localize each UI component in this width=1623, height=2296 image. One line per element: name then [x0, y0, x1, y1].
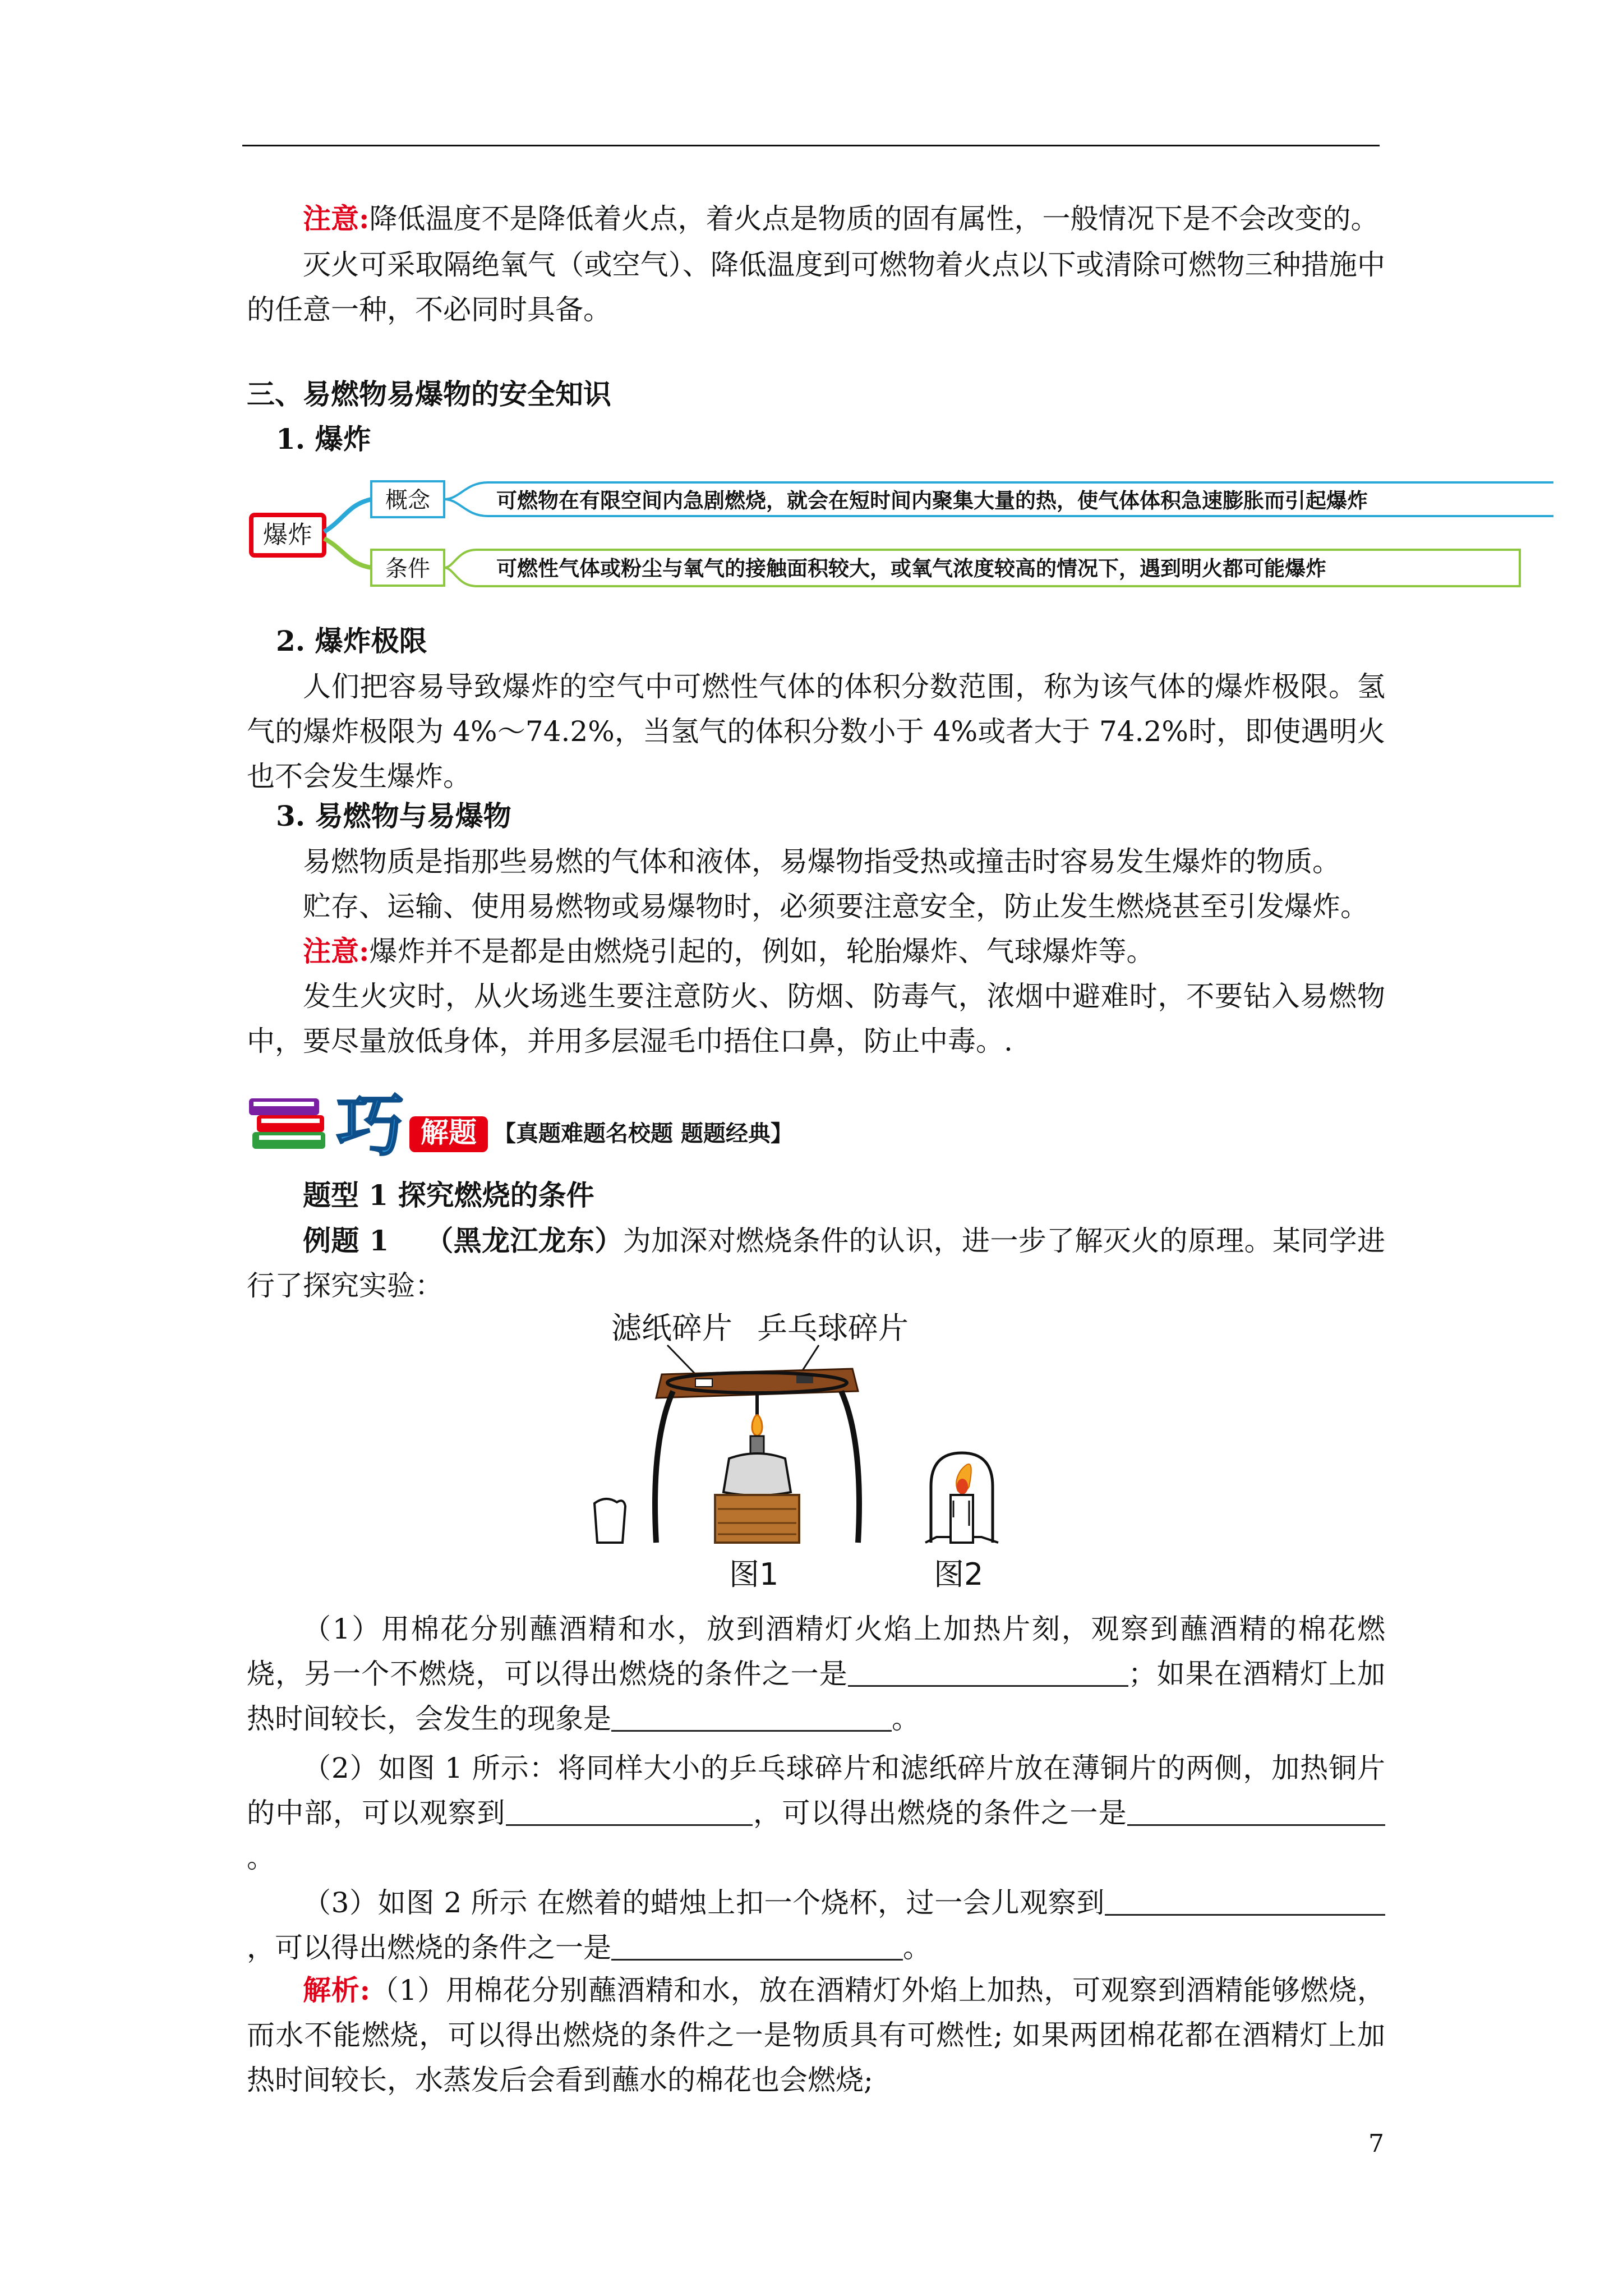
experiment-figure: [589, 1301, 1060, 1593]
storage-paragraph: 贮存、运输、使用易燃物或易爆物时，必须要注意安全，防止发生燃烧甚至引发爆炸。: [303, 890, 1368, 923]
question-2-part-b: ，可以得出燃烧的条件之一是: [752, 1797, 1128, 1829]
question-2-part-c: 。: [247, 1842, 275, 1874]
answer-blank-3a[interactable]: [1105, 1888, 1385, 1916]
mindmap-condition-text: 可燃性气体或粉尘与氧气的接触面积较大，或氧气浓度较高的情况下，遇到明火都可能爆炸: [496, 556, 1326, 581]
section-3-title: 三、易燃物易爆物的安全知识: [247, 378, 611, 411]
figure-graphic: [589, 1301, 1060, 1593]
note-paragraph-1: [247, 196, 1385, 241]
mindmap-concept-label: 概念: [385, 487, 430, 513]
pingpong-piece: [796, 1375, 813, 1383]
figure-label-filter-paper: 滤纸碎片: [611, 1310, 732, 1346]
lamp-flame: [752, 1415, 762, 1437]
question-2: [247, 1746, 1385, 1880]
example-text: 为加深对燃烧条件的认识，进一步了解灭火的原理。某同学进行了探究实验：: [247, 1225, 1386, 1302]
subsection-2-title: 2. 爆炸极限: [276, 624, 427, 657]
example-source: （黑龙江龙东）: [425, 1224, 623, 1257]
explosion-limit-paragraph: 人们把容易导致爆炸的空气中可燃性气体的体积分数范围，称为该气体的爆炸极限。氢气的爆炸极限为 4%～74.2%，当氢气的体积分数小于 4%或者大于 74.2%时，即使遇明火也不会发生爆炸。: [247, 670, 1385, 793]
question-3-part-a: （3）如图 2 所示 在燃着的蜡烛上扣一个烧杯，过一会儿观察到: [303, 1887, 1105, 1919]
banner-graphic: [247, 1083, 920, 1167]
tripod-leg-left: [655, 1391, 673, 1543]
answer-blank-1a[interactable]: [848, 1659, 1128, 1687]
tripod-leg-right: [841, 1391, 859, 1543]
question-type-title: 题型 1 探究燃烧的条件: [303, 1179, 594, 1212]
subsection-1-title: 1. 爆炸: [276, 422, 371, 455]
figure-caption-2: 图2: [934, 1557, 984, 1592]
books-icon: [249, 1098, 325, 1149]
section-banner: [247, 1083, 920, 1167]
question-3: [247, 1880, 1385, 1970]
alcohol-lamp: [723, 1453, 791, 1496]
analysis-text: （1）用棉花分别蘸酒精和水，放在酒精灯外焰上加热，可观察到酒精能够燃烧，而水不能燃烧，可以得出燃烧的条件之一是物质具有可燃性; 如果两团棉花都在酒精灯上加热时间较长，水蒸发后会看到蘸水的棉花也会燃烧;: [247, 1974, 1385, 2096]
question-2-part-a: （2）如图 1 所示：将同样大小的乒乓球碎片和滤纸碎片放在薄铜片的两侧，加热铜片的中部，可以观察到: [247, 1752, 1385, 1829]
answer-blank-3b[interactable]: [611, 1932, 903, 1961]
header-rule: [242, 145, 1380, 146]
page-number: 7: [1368, 2129, 1384, 2158]
subsection-3-title: 3. 易燃物与易爆物: [276, 799, 511, 832]
flammable-paragraph: 易燃物质是指那些易燃的气体和液体，易爆物指受热或撞击时容易发生爆炸的物质。: [303, 845, 1340, 878]
mindmap-concept-text: 可燃物在有限空间内急剧燃烧，就会在短时间内聚集大量的热，使气体体积急速膨胀而引起爆炸: [496, 489, 1368, 513]
note-label: 注意:: [303, 202, 370, 235]
mindmap-graphic: [247, 466, 1559, 600]
question-3-part-b: ，可以得出燃烧的条件之一是: [247, 1931, 611, 1964]
question-1-part-a: （1）用棉花分别蘸酒精和水，放到酒精灯火焰上加热片刻，观察到蘸酒精的棉花燃烧，另一个不燃烧，可以得出燃烧的条件之一是: [247, 1613, 1385, 1690]
note-text: 降低温度不是降低着火点，着火点是物质的固有属性，一般情况下是不会改变的。: [369, 203, 1379, 235]
extinguish-paragraph: 灭火可采取隔绝氧气（或空气）、降低温度到可燃物着火点以下或清除可燃物三种措施中的任意一种，不必同时具备。: [247, 249, 1385, 326]
example-paragraph: [247, 1218, 1385, 1308]
answer-blank-2b[interactable]: [1127, 1798, 1385, 1826]
banner-big-char: 巧: [336, 1087, 404, 1165]
question-1-part-b: ；如果在酒精灯上加热时间较长，会发生的现象是: [247, 1658, 1386, 1735]
mindmap-root-label: 爆炸: [263, 521, 312, 549]
filter-paper-piece: [695, 1379, 712, 1387]
banner-subtitle: 【真题难题名校题 题题经典】: [494, 1121, 793, 1147]
figure-label-pingpong: 乒乓球碎片: [757, 1310, 909, 1346]
cotton-piece: [594, 1499, 625, 1543]
figure-caption-1: 图1: [729, 1557, 779, 1592]
mindmap-connector-1: [324, 499, 371, 532]
note-label-2: 注意:: [303, 935, 370, 968]
question-3-part-c: 。: [903, 1931, 931, 1964]
question-1: [247, 1607, 1385, 1741]
answer-blank-2a[interactable]: [506, 1798, 753, 1826]
answer-blank-1b[interactable]: [611, 1704, 892, 1732]
escape-paragraph: 发生火灾时，从火场逃生要注意防火、防烟、防毒气，浓烟中避难时，不要钻入易燃物中，要尽量放低身体，并用多层湿毛巾捂住口鼻，防止中毒。.: [247, 980, 1385, 1057]
wooden-block: [715, 1495, 799, 1543]
mindmap-condition-label: 条件: [385, 556, 430, 582]
analysis-label: 解析:: [303, 1973, 371, 2007]
question-1-part-c: 。: [892, 1703, 920, 1735]
mindmap-connector-2: [324, 539, 371, 568]
analysis-paragraph: [247, 1968, 1385, 2102]
banner-small-chars: 解题: [421, 1116, 477, 1149]
note-paragraph-2: [247, 929, 1385, 974]
explosion-mindmap: [247, 466, 1559, 600]
note-text-2: 爆炸并不是都是由燃烧引起的，例如，轮胎爆炸、气球爆炸等。: [369, 935, 1155, 968]
example-label: 例题 1: [303, 1224, 389, 1257]
